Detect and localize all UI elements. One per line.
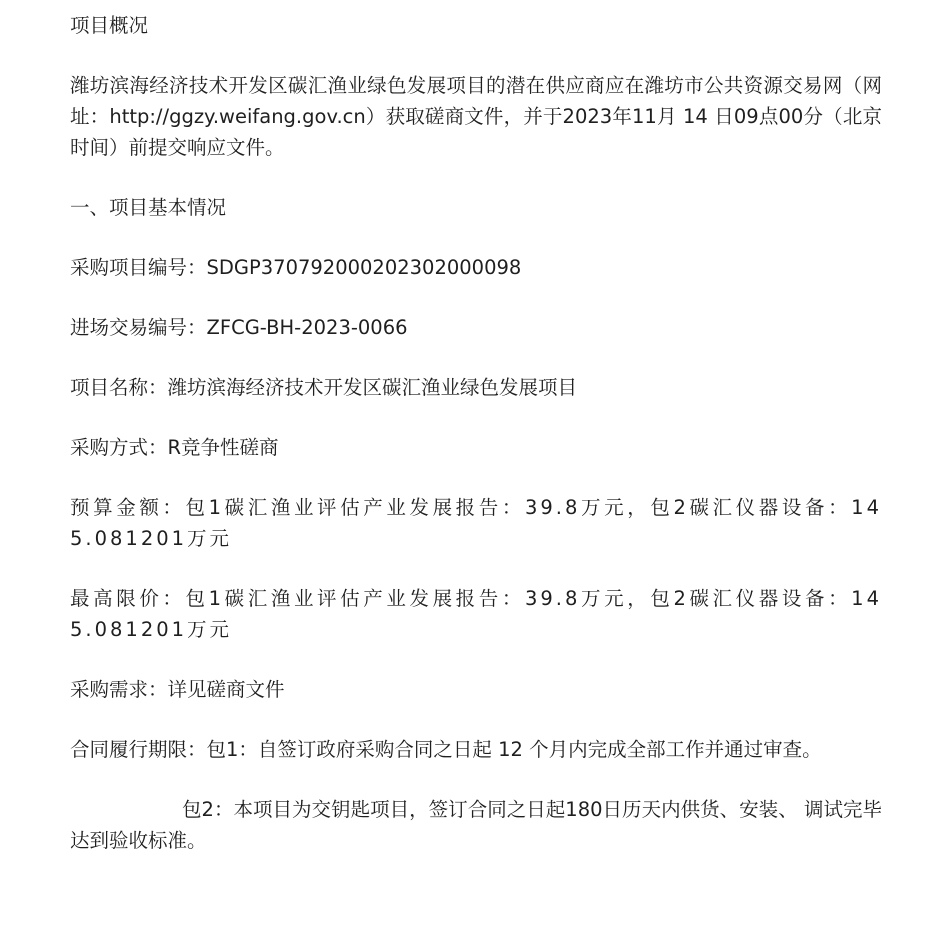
- contract-period-package-2: 包2：本项目为交钥匙项目，签订合同之日起180日历天内供货、安装、 调试完毕达到验收标准。: [70, 798, 882, 852]
- overview-paragraph: 潍坊滨海经济技术开发区碳汇渔业绿色发展项目的潜在供应商应在潍坊市公共资源交易网（网址：http://ggzy.weifang.gov.cn）获取磋商文件，并于2023年11月 14 日09点00分（北京时间）前提交响应文件。: [70, 74, 882, 159]
- procurement-method: 采购方式：R竞争性磋商: [70, 436, 279, 459]
- trading-number: 进场交易编号：ZFCG-BH-2023-0066: [70, 316, 408, 339]
- project-name: 项目名称：潍坊滨海经济技术开发区碳汇渔业绿色发展项目: [70, 376, 578, 399]
- contract-period-package-1: 合同履行期限：包1：自签订政府采购合同之日起 12 个月内完成全部工作并通过审查。: [70, 738, 822, 761]
- section-heading-basic-info: 一、项目基本情况: [70, 196, 227, 219]
- max-price: 最高限价：包1碳汇渔业评估产业发展报告：39.8万元，包2碳汇仪器设备：145.081201万元: [70, 587, 882, 641]
- announcement-document: [70, 10, 882, 885]
- project-number: 采购项目编号：SDGP370792000202302000098: [70, 256, 522, 279]
- procurement-requirements: 采购需求：详见磋商文件: [70, 678, 285, 701]
- budget-amount: 预算金额：包1碳汇渔业评估产业发展报告：39.8万元，包2碳汇仪器设备：145.081201万元: [70, 496, 882, 550]
- section-heading-overview: 项目概况: [70, 14, 149, 37]
